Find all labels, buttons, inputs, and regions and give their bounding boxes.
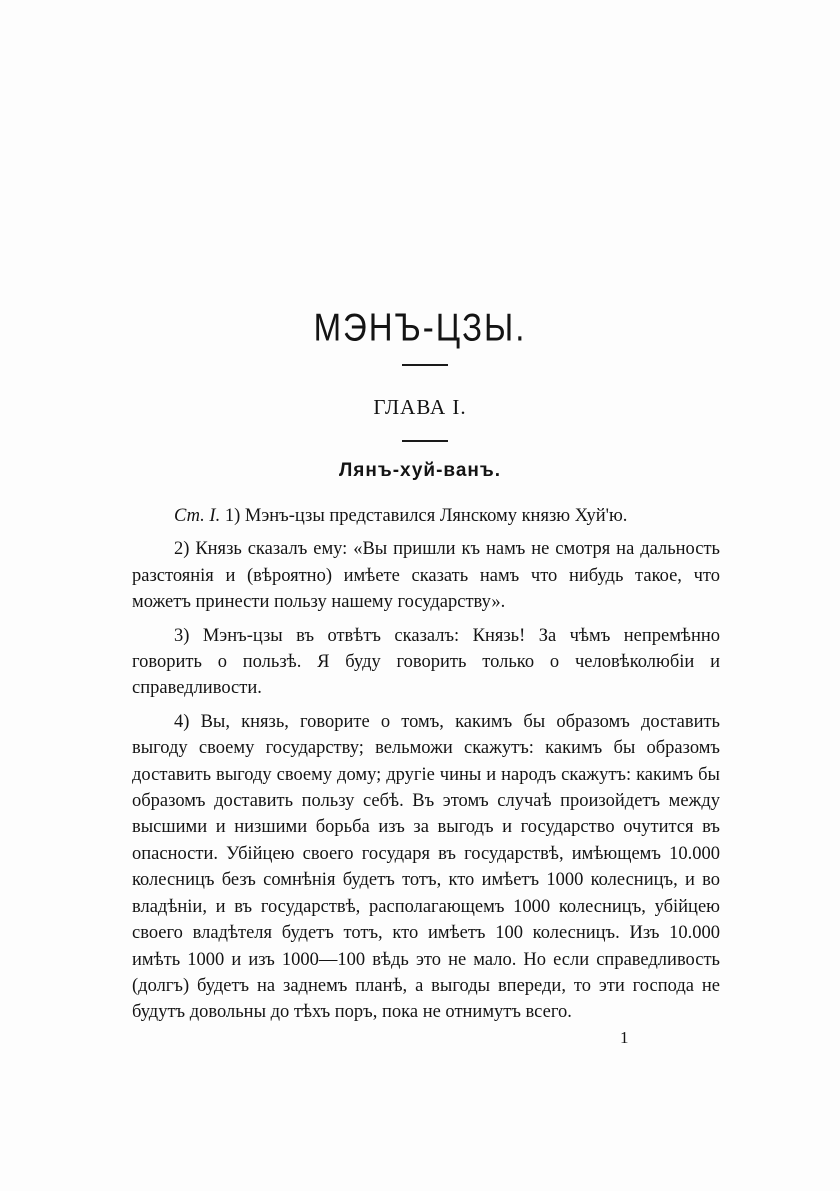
paragraph-text: 3) Мэнъ-цзы въ отвѣтъ сказалъ: Князь! За чѣмъ непремѣнно говорить о пользѣ. Я буду говорить только о человѣколюбіи и справедливости. [132,625,720,699]
paragraph [132,709,720,1026]
paragraph [132,536,720,615]
title-divider [402,364,448,366]
page-number: 1 [620,1028,629,1047]
paragraph [132,623,720,702]
chapter-heading: ГЛАВА I. [373,395,467,419]
section-subtitle: Лянъ-хуй-ванъ. [338,460,502,481]
chapter-divider [402,440,448,442]
body-text [132,503,720,1033]
paragraph-text: 2) Князь сказалъ ему: «Вы пришли къ намъ не смотря на дальность разстоянія и (вѣроятно) имѣете сказать намъ что нибудь такое, что можетъ принести пользу нашему государству». [132,539,720,613]
article-marker: Ст. I. [174,506,221,526]
paragraph-text: 1) Мэнъ-цзы представился Лянскому князю Хуй'ю. [220,506,628,526]
paragraph-text: 4) Вы, князь, говорите о томъ, какимъ бы образомъ доставить выгоду своему государству; вельможи скажутъ: какимъ бы образомъ доставить выгоду своему дому; другіе чины и народъ скажутъ: какимъ бы образомъ доставить пользу себѣ. Въ этомъ случаѣ произойдетъ между высшими и низшими борьба изъ за выгодъ и государство очутится въ опасности. Убійцею своего государя въ государствѣ, имѣющемъ 10.000 колесницъ безъ сомнѣнія будетъ тотъ, кто имѣетъ 1000 колесницъ, и во владѣніи, и въ государствѣ, располагающемъ 1000 колесницъ, убійцею своего владѣтеля будетъ тотъ, кто имѣетъ 100 колесницъ. Изъ 10.000 имѣть 1000 и изъ 1000—100 вѣдь это не мало. Но если справедливость (долгъ) будетъ на заднемъ планѣ, а выгоды впереди, то эти господа не будутъ довольны до тѣхъ поръ, пока не отнимутъ всего. [132,711,720,1023]
page-title: МЭНЪ-ЦЗЫ. [313,305,527,349]
paragraph [132,503,720,529]
